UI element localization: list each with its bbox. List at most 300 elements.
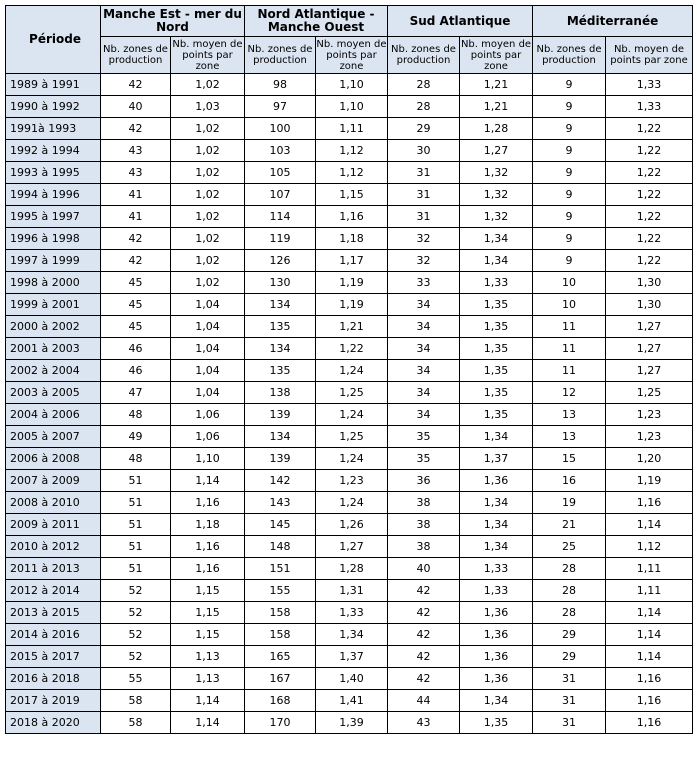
table-row	[6, 294, 693, 316]
cell-zones-nord-atlantique: 138	[245, 382, 316, 404]
cell-period: 2006 à 2008	[6, 448, 101, 470]
cell-zones-sud-atlantique: 30	[388, 140, 460, 162]
cell-zones-manche-est: 42	[101, 250, 171, 272]
table-row	[6, 492, 693, 514]
cell-points-mediterranee: 1,19	[606, 470, 693, 492]
cell-zones-nord-atlantique: 151	[245, 558, 316, 580]
cell-period: 2008 à 2010	[6, 492, 101, 514]
cell-zones-nord-atlantique: 139	[245, 404, 316, 426]
cell-points-nord-atlantique: 1,31	[316, 580, 388, 602]
cell-zones-nord-atlantique: 119	[245, 228, 316, 250]
cell-period: 2005 à 2007	[6, 426, 101, 448]
cell-points-nord-atlantique: 1,19	[316, 272, 388, 294]
cell-zones-mediterranee: 11	[533, 338, 606, 360]
cell-period: 2012 à 2014	[6, 580, 101, 602]
cell-period: 1992 à 1994	[6, 140, 101, 162]
table-row	[6, 426, 693, 448]
cell-points-sud-atlantique: 1,27	[460, 140, 533, 162]
cell-zones-mediterranee: 16	[533, 470, 606, 492]
cell-zones-nord-atlantique: 142	[245, 470, 316, 492]
cell-points-mediterranee: 1,11	[606, 580, 693, 602]
table-row	[6, 162, 693, 184]
cell-period: 1994 à 1996	[6, 184, 101, 206]
cell-zones-sud-atlantique: 32	[388, 250, 460, 272]
cell-zones-mediterranee: 11	[533, 316, 606, 338]
cell-zones-manche-est: 52	[101, 602, 171, 624]
cell-zones-sud-atlantique: 31	[388, 184, 460, 206]
table-row	[6, 272, 693, 294]
cell-points-sud-atlantique: 1,32	[460, 184, 533, 206]
table-row	[6, 470, 693, 492]
cell-zones-sud-atlantique: 33	[388, 272, 460, 294]
region-header-mediterranee: Méditerranée	[533, 6, 693, 37]
cell-period: 2000 à 2002	[6, 316, 101, 338]
cell-points-manche-est: 1,06	[171, 426, 245, 448]
cell-zones-sud-atlantique: 28	[388, 96, 460, 118]
table-row	[6, 250, 693, 272]
table-row	[6, 712, 693, 734]
cell-points-manche-est: 1,02	[171, 184, 245, 206]
cell-points-sud-atlantique: 1,35	[460, 382, 533, 404]
cell-zones-mediterranee: 12	[533, 382, 606, 404]
cell-period: 2011 à 2013	[6, 558, 101, 580]
cell-period: 1990 à 1992	[6, 96, 101, 118]
cell-zones-nord-atlantique: 168	[245, 690, 316, 712]
cell-points-manche-est: 1,02	[171, 228, 245, 250]
table-row	[6, 96, 693, 118]
cell-zones-manche-est: 45	[101, 294, 171, 316]
cell-zones-mediterranee: 31	[533, 690, 606, 712]
cell-points-manche-est: 1,15	[171, 580, 245, 602]
cell-zones-manche-est: 42	[101, 74, 171, 96]
cell-points-manche-est: 1,18	[171, 514, 245, 536]
cell-points-mediterranee: 1,22	[606, 140, 693, 162]
cell-period: 1999 à 2001	[6, 294, 101, 316]
cell-points-nord-atlantique: 1,24	[316, 492, 388, 514]
table-row	[6, 228, 693, 250]
cell-points-nord-atlantique: 1,40	[316, 668, 388, 690]
cell-period: 1993 à 1995	[6, 162, 101, 184]
cell-zones-sud-atlantique: 38	[388, 536, 460, 558]
cell-period: 2004 à 2006	[6, 404, 101, 426]
cell-period: 2017 à 2019	[6, 690, 101, 712]
cell-points-mediterranee: 1,27	[606, 338, 693, 360]
cell-zones-manche-est: 48	[101, 404, 171, 426]
cell-points-sud-atlantique: 1,33	[460, 580, 533, 602]
cell-zones-sud-atlantique: 35	[388, 448, 460, 470]
table-row	[6, 514, 693, 536]
cell-points-mediterranee: 1,16	[606, 712, 693, 734]
cell-period: 2003 à 2005	[6, 382, 101, 404]
cell-zones-mediterranee: 13	[533, 426, 606, 448]
table-row	[6, 448, 693, 470]
cell-points-mediterranee: 1,22	[606, 206, 693, 228]
cell-zones-sud-atlantique: 42	[388, 624, 460, 646]
cell-points-sud-atlantique: 1,34	[460, 228, 533, 250]
cell-zones-manche-est: 49	[101, 426, 171, 448]
cell-zones-mediterranee: 25	[533, 536, 606, 558]
cell-points-mediterranee: 1,16	[606, 690, 693, 712]
cell-zones-manche-est: 42	[101, 118, 171, 140]
cell-zones-nord-atlantique: 107	[245, 184, 316, 206]
cell-zones-manche-est: 52	[101, 646, 171, 668]
cell-zones-mediterranee: 11	[533, 360, 606, 382]
cell-zones-mediterranee: 9	[533, 140, 606, 162]
cell-zones-manche-est: 48	[101, 448, 171, 470]
sub-header-zones: Nb. zones de production	[245, 37, 316, 74]
cell-period: 2010 à 2012	[6, 536, 101, 558]
cell-zones-mediterranee: 9	[533, 162, 606, 184]
cell-period: 2002 à 2004	[6, 360, 101, 382]
cell-points-manche-est: 1,16	[171, 558, 245, 580]
cell-points-nord-atlantique: 1,37	[316, 646, 388, 668]
table-row	[6, 580, 693, 602]
cell-period: 2015 à 2017	[6, 646, 101, 668]
cell-zones-nord-atlantique: 135	[245, 316, 316, 338]
cell-points-manche-est: 1,02	[171, 140, 245, 162]
cell-zones-nord-atlantique: 170	[245, 712, 316, 734]
cell-points-manche-est: 1,15	[171, 602, 245, 624]
cell-points-manche-est: 1,04	[171, 316, 245, 338]
cell-zones-mediterranee: 9	[533, 250, 606, 272]
cell-zones-nord-atlantique: 97	[245, 96, 316, 118]
cell-points-manche-est: 1,03	[171, 96, 245, 118]
cell-zones-mediterranee: 10	[533, 294, 606, 316]
cell-points-sud-atlantique: 1,36	[460, 470, 533, 492]
cell-period: 2009 à 2011	[6, 514, 101, 536]
cell-zones-manche-est: 51	[101, 514, 171, 536]
sub-header-zones: Nb. zones de production	[388, 37, 460, 74]
cell-zones-sud-atlantique: 36	[388, 470, 460, 492]
cell-points-mediterranee: 1,33	[606, 96, 693, 118]
cell-zones-mediterranee: 10	[533, 272, 606, 294]
cell-points-mediterranee: 1,14	[606, 624, 693, 646]
cell-points-nord-atlantique: 1,39	[316, 712, 388, 734]
cell-points-mediterranee: 1,20	[606, 448, 693, 470]
cell-zones-manche-est: 51	[101, 558, 171, 580]
cell-points-sud-atlantique: 1,36	[460, 646, 533, 668]
region-header-manche-est: Manche Est - mer du Nord	[101, 6, 245, 37]
cell-zones-manche-est: 41	[101, 206, 171, 228]
cell-points-mediterranee: 1,22	[606, 118, 693, 140]
cell-zones-nord-atlantique: 143	[245, 492, 316, 514]
cell-zones-manche-est: 58	[101, 712, 171, 734]
cell-zones-manche-est: 51	[101, 492, 171, 514]
cell-zones-mediterranee: 29	[533, 624, 606, 646]
cell-points-manche-est: 1,13	[171, 646, 245, 668]
cell-zones-manche-est: 58	[101, 690, 171, 712]
cell-zones-sud-atlantique: 35	[388, 426, 460, 448]
cell-points-nord-atlantique: 1,25	[316, 426, 388, 448]
cell-zones-manche-est: 45	[101, 316, 171, 338]
sub-header-points: Nb. moyen de points par zone	[606, 37, 693, 74]
cell-points-nord-atlantique: 1,24	[316, 448, 388, 470]
table-row	[6, 360, 693, 382]
cell-zones-manche-est: 42	[101, 228, 171, 250]
cell-zones-mediterranee: 31	[533, 712, 606, 734]
cell-period: 1989 à 1991	[6, 74, 101, 96]
cell-zones-sud-atlantique: 38	[388, 492, 460, 514]
table-row	[6, 74, 693, 96]
table-row	[6, 558, 693, 580]
cell-zones-mediterranee: 31	[533, 668, 606, 690]
cell-points-mediterranee: 1,22	[606, 162, 693, 184]
cell-zones-mediterranee: 9	[533, 184, 606, 206]
cell-zones-mediterranee: 29	[533, 646, 606, 668]
cell-zones-nord-atlantique: 158	[245, 624, 316, 646]
cell-zones-mediterranee: 9	[533, 74, 606, 96]
cell-points-nord-atlantique: 1,21	[316, 316, 388, 338]
cell-points-sud-atlantique: 1,33	[460, 558, 533, 580]
cell-zones-nord-atlantique: 130	[245, 272, 316, 294]
cell-points-mediterranee: 1,22	[606, 184, 693, 206]
cell-points-sud-atlantique: 1,35	[460, 404, 533, 426]
cell-points-mediterranee: 1,33	[606, 74, 693, 96]
cell-points-mediterranee: 1,30	[606, 294, 693, 316]
region-header-sud-atlantique: Sud Atlantique	[388, 6, 533, 37]
cell-points-nord-atlantique: 1,12	[316, 162, 388, 184]
sub-header-points: Nb. moyen de points par zone	[172, 38, 243, 72]
cell-points-mediterranee: 1,22	[606, 250, 693, 272]
cell-zones-sud-atlantique: 34	[388, 316, 460, 338]
cell-period: 2001 à 2003	[6, 338, 101, 360]
cell-points-sud-atlantique: 1,35	[460, 294, 533, 316]
table-row	[6, 338, 693, 360]
cell-points-nord-atlantique: 1,24	[316, 360, 388, 382]
cell-points-mediterranee: 1,14	[606, 514, 693, 536]
cell-zones-nord-atlantique: 114	[245, 206, 316, 228]
cell-zones-manche-est: 46	[101, 338, 171, 360]
cell-zones-sud-atlantique: 29	[388, 118, 460, 140]
cell-points-sud-atlantique: 1,28	[460, 118, 533, 140]
cell-points-sud-atlantique: 1,34	[460, 690, 533, 712]
cell-points-sud-atlantique: 1,37	[460, 448, 533, 470]
cell-points-mediterranee: 1,14	[606, 646, 693, 668]
cell-points-manche-est: 1,04	[171, 382, 245, 404]
cell-points-manche-est: 1,14	[171, 712, 245, 734]
cell-zones-nord-atlantique: 158	[245, 602, 316, 624]
cell-points-manche-est: 1,16	[171, 536, 245, 558]
cell-zones-nord-atlantique: 103	[245, 140, 316, 162]
cell-points-mediterranee: 1,12	[606, 536, 693, 558]
table-row	[6, 646, 693, 668]
table-row	[6, 668, 693, 690]
table-row	[6, 690, 693, 712]
region-header-nord-atlantique: Nord Atlantique - Manche Ouest	[245, 6, 388, 37]
cell-points-manche-est: 1,10	[171, 448, 245, 470]
cell-zones-sud-atlantique: 42	[388, 668, 460, 690]
cell-points-sud-atlantique: 1,34	[460, 514, 533, 536]
sub-header-points: Nb. moyen de points par zone	[460, 38, 532, 72]
cell-zones-mediterranee: 21	[533, 514, 606, 536]
cell-zones-nord-atlantique: 100	[245, 118, 316, 140]
cell-points-nord-atlantique: 1,15	[316, 184, 388, 206]
table-row	[6, 404, 693, 426]
cell-points-manche-est: 1,15	[171, 624, 245, 646]
cell-zones-manche-est: 51	[101, 536, 171, 558]
cell-zones-mediterranee: 28	[533, 602, 606, 624]
cell-zones-manche-est: 55	[101, 668, 171, 690]
cell-zones-mediterranee: 9	[533, 118, 606, 140]
cell-points-mediterranee: 1,27	[606, 316, 693, 338]
cell-zones-mediterranee: 9	[533, 228, 606, 250]
table-row	[6, 184, 693, 206]
cell-zones-manche-est: 40	[101, 96, 171, 118]
cell-points-manche-est: 1,02	[171, 206, 245, 228]
cell-points-manche-est: 1,02	[171, 162, 245, 184]
cell-zones-manche-est: 47	[101, 382, 171, 404]
cell-points-nord-atlantique: 1,18	[316, 228, 388, 250]
table-row	[6, 624, 693, 646]
cell-period: 1996 à 1998	[6, 228, 101, 250]
cell-zones-sud-atlantique: 31	[388, 162, 460, 184]
cell-points-sud-atlantique: 1,36	[460, 624, 533, 646]
table-row	[6, 316, 693, 338]
cell-zones-nord-atlantique: 134	[245, 426, 316, 448]
cell-points-sud-atlantique: 1,35	[460, 712, 533, 734]
cell-points-manche-est: 1,14	[171, 690, 245, 712]
cell-points-mediterranee: 1,30	[606, 272, 693, 294]
cell-points-sud-atlantique: 1,34	[460, 536, 533, 558]
cell-points-manche-est: 1,02	[171, 118, 245, 140]
table-row	[6, 118, 693, 140]
table-row	[6, 602, 693, 624]
cell-period: 2018 à 2020	[6, 712, 101, 734]
cell-points-sud-atlantique: 1,35	[460, 338, 533, 360]
cell-zones-manche-est: 52	[101, 624, 171, 646]
cell-points-manche-est: 1,02	[171, 250, 245, 272]
cell-points-manche-est: 1,04	[171, 294, 245, 316]
cell-points-nord-atlantique: 1,25	[316, 382, 388, 404]
cell-points-mediterranee: 1,22	[606, 228, 693, 250]
cell-period: 2013 à 2015	[6, 602, 101, 624]
cell-points-sud-atlantique: 1,36	[460, 602, 533, 624]
cell-zones-nord-atlantique: 134	[245, 338, 316, 360]
cell-points-nord-atlantique: 1,27	[316, 536, 388, 558]
cell-zones-sud-atlantique: 38	[388, 514, 460, 536]
cell-points-sud-atlantique: 1,36	[460, 668, 533, 690]
cell-period: 1997 à 1999	[6, 250, 101, 272]
cell-zones-nord-atlantique: 165	[245, 646, 316, 668]
cell-zones-mediterranee: 9	[533, 96, 606, 118]
cell-points-manche-est: 1,14	[171, 470, 245, 492]
cell-zones-nord-atlantique: 134	[245, 294, 316, 316]
cell-points-nord-atlantique: 1,22	[316, 338, 388, 360]
cell-zones-sud-atlantique: 32	[388, 228, 460, 250]
cell-zones-manche-est: 43	[101, 162, 171, 184]
cell-points-sud-atlantique: 1,35	[460, 316, 533, 338]
cell-points-nord-atlantique: 1,17	[316, 250, 388, 272]
cell-zones-nord-atlantique: 145	[245, 514, 316, 536]
data-table	[5, 5, 693, 734]
cell-points-mediterranee: 1,14	[606, 602, 693, 624]
cell-period: 2014 à 2016	[6, 624, 101, 646]
cell-points-nord-atlantique: 1,26	[316, 514, 388, 536]
sub-header-zones: Nb. zones de production	[101, 37, 171, 74]
cell-period: 1991à 1993	[6, 118, 101, 140]
cell-points-sud-atlantique: 1,34	[460, 250, 533, 272]
cell-zones-sud-atlantique: 28	[388, 74, 460, 96]
cell-zones-manche-est: 41	[101, 184, 171, 206]
cell-zones-manche-est: 45	[101, 272, 171, 294]
cell-points-nord-atlantique: 1,28	[316, 558, 388, 580]
table-body	[6, 74, 693, 734]
cell-points-mediterranee: 1,23	[606, 426, 693, 448]
cell-zones-sud-atlantique: 34	[388, 294, 460, 316]
cell-zones-sud-atlantique: 44	[388, 690, 460, 712]
cell-zones-nord-atlantique: 139	[245, 448, 316, 470]
cell-points-nord-atlantique: 1,12	[316, 140, 388, 162]
cell-zones-sud-atlantique: 40	[388, 558, 460, 580]
cell-points-mediterranee: 1,11	[606, 558, 693, 580]
cell-points-mediterranee: 1,16	[606, 492, 693, 514]
sub-header-points: Nb. moyen de points par zone	[316, 38, 387, 72]
cell-points-manche-est: 1,02	[171, 74, 245, 96]
cell-zones-mediterranee: 19	[533, 492, 606, 514]
cell-zones-sud-atlantique: 34	[388, 404, 460, 426]
cell-zones-nord-atlantique: 148	[245, 536, 316, 558]
cell-points-manche-est: 1,06	[171, 404, 245, 426]
cell-points-nord-atlantique: 1,10	[316, 74, 388, 96]
table-row	[6, 206, 693, 228]
table-row	[6, 536, 693, 558]
cell-points-nord-atlantique: 1,19	[316, 294, 388, 316]
cell-points-sud-atlantique: 1,34	[460, 426, 533, 448]
cell-zones-nord-atlantique: 105	[245, 162, 316, 184]
cell-points-nord-atlantique: 1,16	[316, 206, 388, 228]
cell-points-mediterranee: 1,16	[606, 668, 693, 690]
cell-points-nord-atlantique: 1,11	[316, 118, 388, 140]
cell-points-nord-atlantique: 1,23	[316, 470, 388, 492]
cell-period: 1995 à 1997	[6, 206, 101, 228]
cell-zones-nord-atlantique: 167	[245, 668, 316, 690]
table-row	[6, 140, 693, 162]
cell-points-nord-atlantique: 1,10	[316, 96, 388, 118]
cell-zones-sud-atlantique: 31	[388, 206, 460, 228]
cell-points-nord-atlantique: 1,33	[316, 602, 388, 624]
cell-zones-sud-atlantique: 42	[388, 646, 460, 668]
cell-zones-nord-atlantique: 126	[245, 250, 316, 272]
cell-zones-sud-atlantique: 43	[388, 712, 460, 734]
cell-period: 2007 à 2009	[6, 470, 101, 492]
cell-points-sud-atlantique: 1,33	[460, 272, 533, 294]
cell-points-sud-atlantique: 1,32	[460, 162, 533, 184]
cell-points-nord-atlantique: 1,34	[316, 624, 388, 646]
cell-zones-sud-atlantique: 34	[388, 382, 460, 404]
cell-points-sud-atlantique: 1,21	[460, 96, 533, 118]
cell-zones-mediterranee: 9	[533, 206, 606, 228]
cell-points-mediterranee: 1,27	[606, 360, 693, 382]
cell-points-mediterranee: 1,23	[606, 404, 693, 426]
cell-points-manche-est: 1,13	[171, 668, 245, 690]
cell-zones-mediterranee: 15	[533, 448, 606, 470]
cell-period: 1998 à 2000	[6, 272, 101, 294]
cell-points-manche-est: 1,16	[171, 492, 245, 514]
cell-points-manche-est: 1,02	[171, 272, 245, 294]
cell-points-sud-atlantique: 1,32	[460, 206, 533, 228]
cell-points-sud-atlantique: 1,34	[460, 492, 533, 514]
cell-zones-sud-atlantique: 42	[388, 602, 460, 624]
cell-zones-sud-atlantique: 42	[388, 580, 460, 602]
table-row	[6, 382, 693, 404]
period-header: Période	[6, 6, 101, 74]
cell-zones-nord-atlantique: 135	[245, 360, 316, 382]
cell-zones-manche-est: 51	[101, 470, 171, 492]
cell-zones-sud-atlantique: 34	[388, 360, 460, 382]
cell-points-mediterranee: 1,25	[606, 382, 693, 404]
sub-header-zones: Nb. zones de production	[533, 37, 606, 74]
cell-zones-sud-atlantique: 34	[388, 338, 460, 360]
